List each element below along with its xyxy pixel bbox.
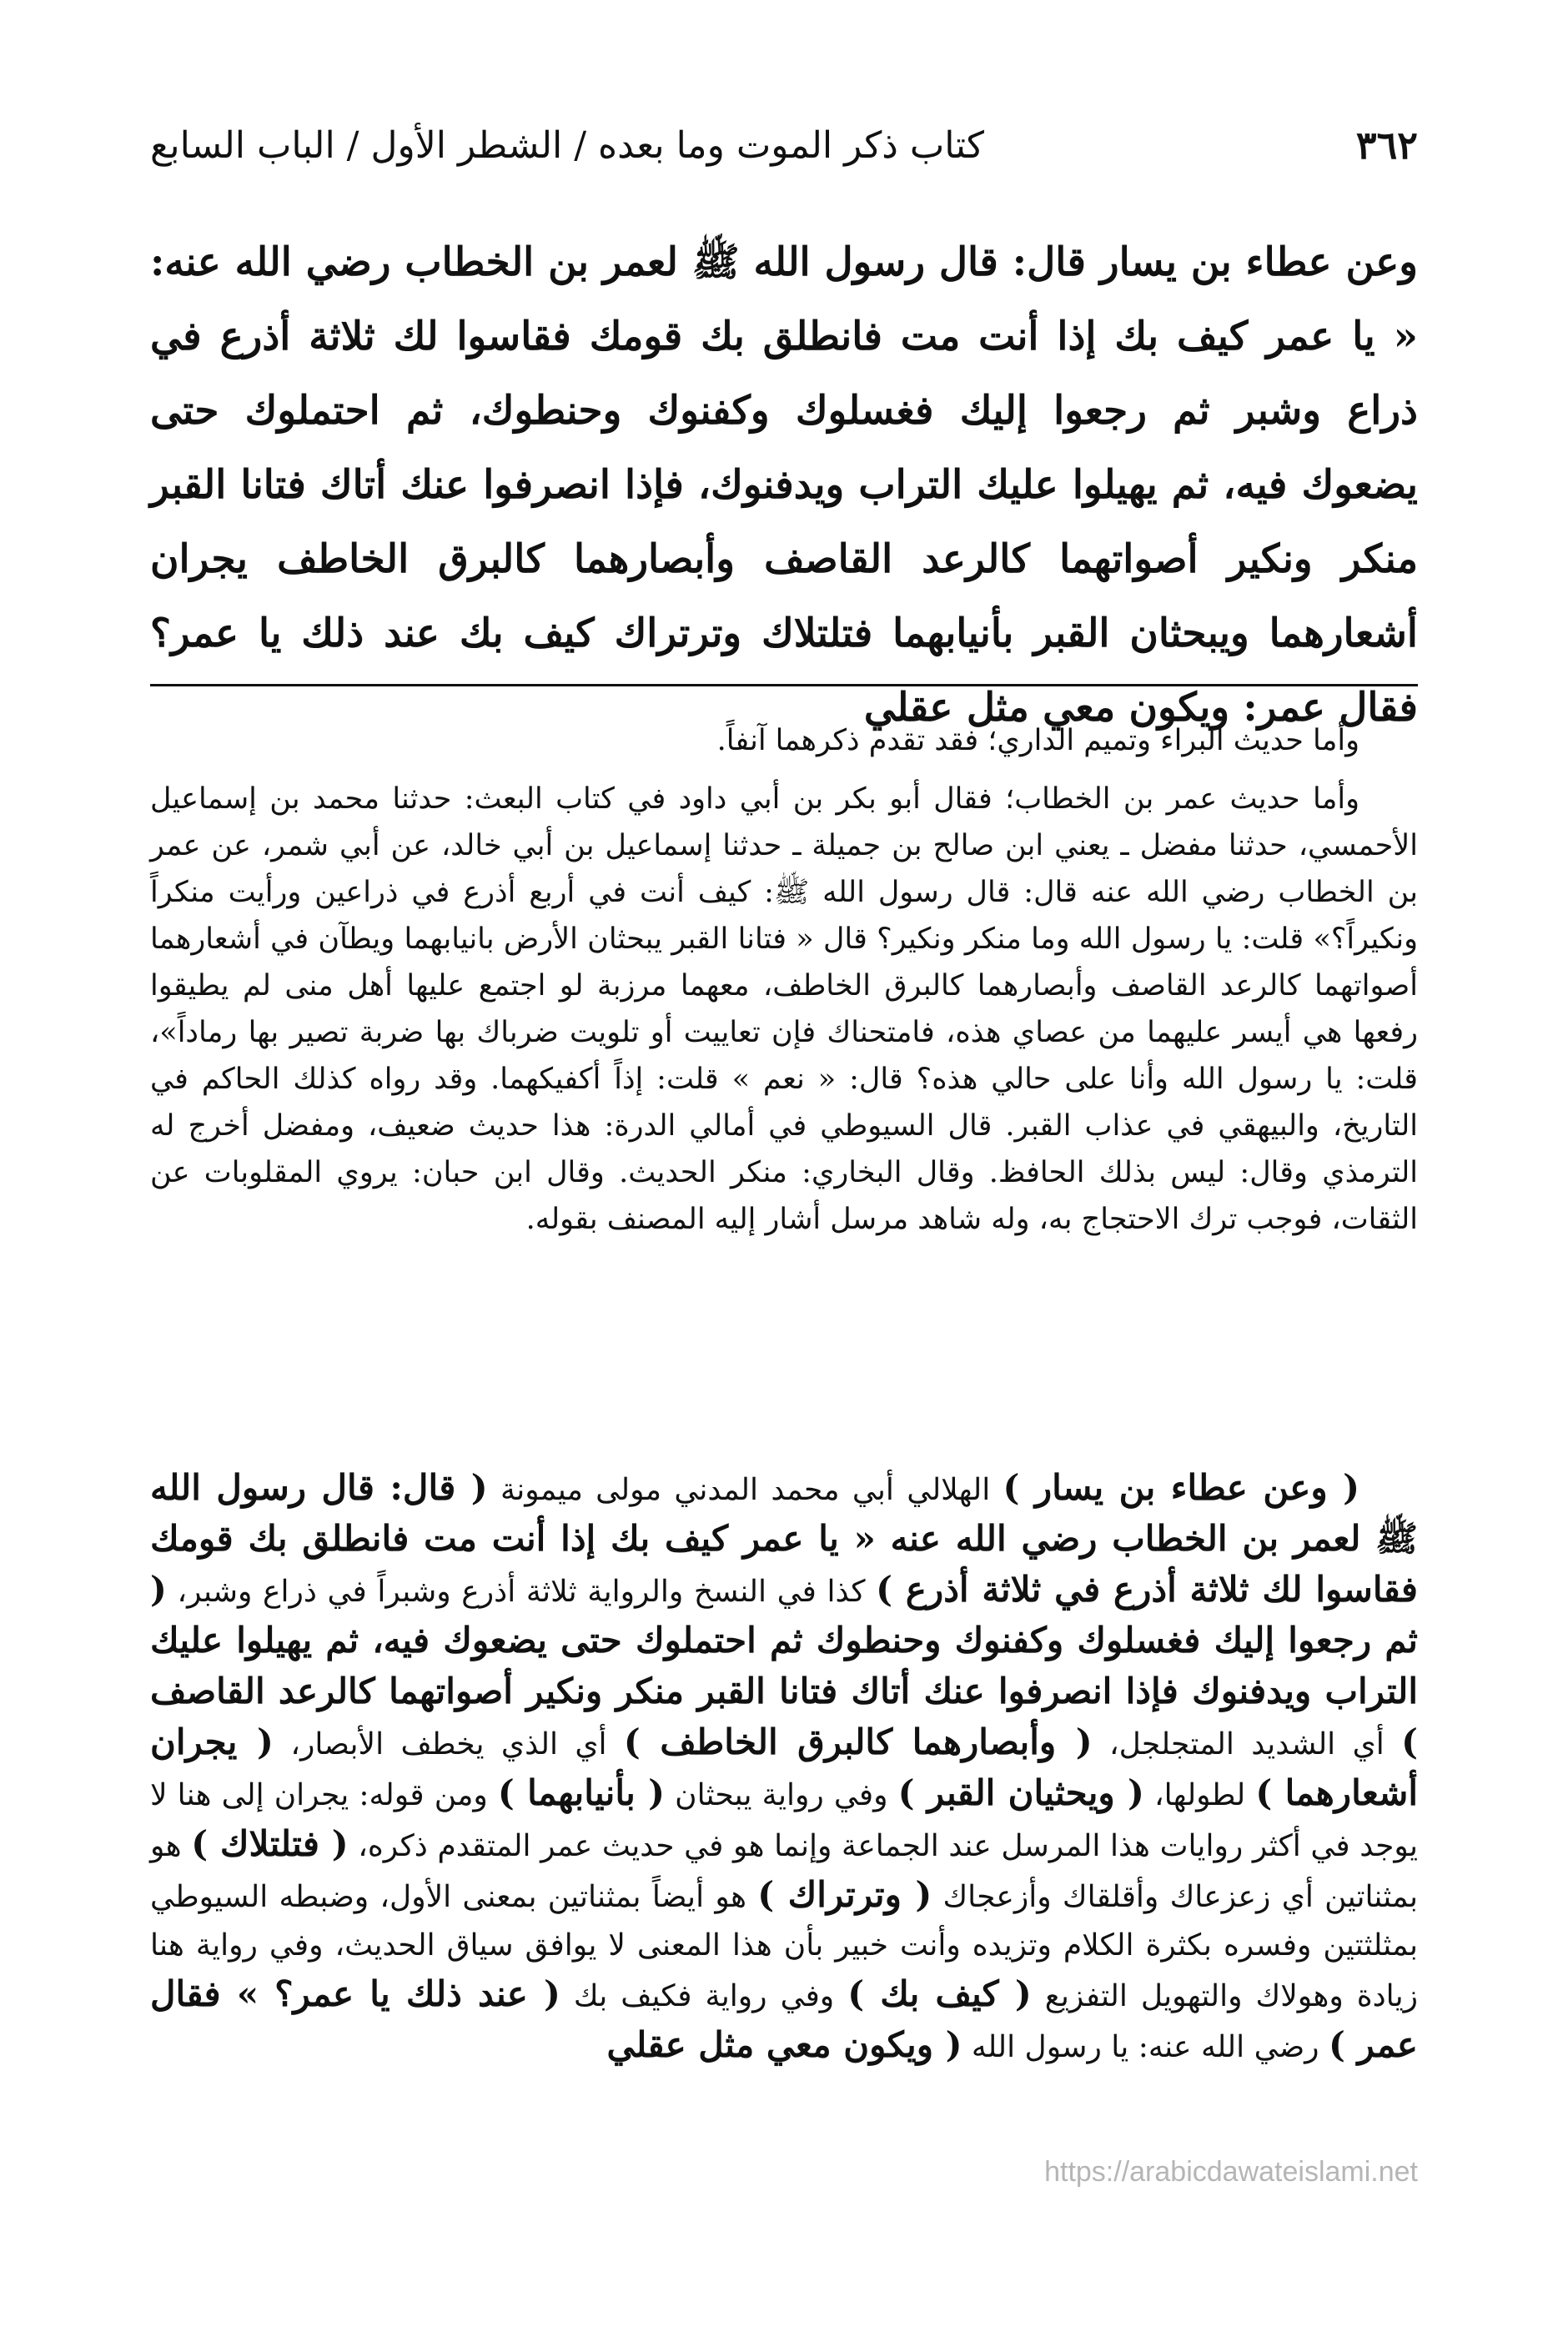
hadith-main-text — [150, 225, 1418, 745]
main-paragraph: وعن عطاء بن يسار قال: قال رسول الله ﷺ لعمر بن الخطاب رضي الله عنه: « يا عمر كيف بك إذا أنت مت فانطلق بك قومك فقاسوا لك ثلاثة أذرع في ذراع وشبر ثم رجعوا إليك فغسلوك وكفنوك وحنطوك، ثم احتملوك حتى يضعوك فيه، ثم يهيلوا عليك التراب ويدفنوك، فإذا انصرفوا عنك أتاك فتانا القبر منكر ونكير أصواتهما كالرعد القاصف وأبصارهما كالبرق الخاطف يجران أشعارهما ويبحثان القبر بأنيابهما فتلتلاك وترتراك كيف بك عند ذلك يا عمر؟ فقال عمر: ويكون معي مثل عقلي — [150, 239, 1418, 731]
explanation-text: رضي الله عنه: يا رسول الله — [962, 2030, 1329, 2064]
explanation-text: وفي رواية فكيف بك — [560, 1979, 848, 2013]
sharh-paragraph — [150, 1464, 1418, 2072]
explanation-text: أي الذي يخطف الأبصار، — [273, 1727, 624, 1762]
running-header — [150, 117, 1418, 175]
explanation-text: الهلالي أبي محمد المدني مولى ميمونة — [487, 1473, 1003, 1507]
quoted-text: ( وترتراك ) — [757, 1874, 932, 1915]
page-number: ٣٦٢ — [1355, 123, 1418, 168]
explanation-text: ومن قوله: يجران إلى هنا لا يوجد في أكثر روايات هذا المرسل عند الجماعة وإنما هو في حديث عمر المتقدم ذكره، — [150, 1778, 1418, 1863]
quoted-text: ( عند ذلك يا عمر؟ » فقال عمر ) — [150, 1973, 1418, 2065]
explanation-text: هو بمثناتين أي زعزعاك وأقلقاك وأزعجاك — [150, 1829, 1418, 1914]
watermark-url: https://arabicdawateislami.net — [1044, 2156, 1418, 2188]
quoted-text: ( فتلتلاك ) — [191, 1823, 349, 1864]
quoted-text: ( ثم رجعوا إليك فغسلوك وكفنوك وحنطوك ثم احتملوك حتى يضعوك فيه، ثم يهيلوا عليك التراب ويدفنوك فإذا انصرفوا عنك أتاك فتانا القبر منكر ونكير أصواتهما كالرعد القاصف ) — [150, 1569, 1419, 1762]
quoted-text: ( وعن عطاء بن يسار ) — [1003, 1467, 1359, 1508]
quoted-text: ( كيف بك ) — [847, 1973, 1032, 2014]
explanation-text: هو أيضاً بمثناتين بمعنى الأول، وضبطه السيوطي بمثلثتين وفسره بكثرة الكلام وتزيده وأنت خبير بأن هذا المعنى لا يوافق سياق الحديث، وفي رواية هنا زيادة وهولاك والتهويل التفزيع — [150, 1880, 1418, 2013]
explanation-text: كذا في النسخ والرواية ثلاثة أذرع وشبراً في ذراع وشبر، — [166, 1575, 877, 1609]
footnote-commentary — [150, 717, 1418, 1254]
sharh-explanation — [150, 1464, 1418, 2072]
quoted-text: ( وأبصارهما كالبرق الخاطف ) — [623, 1721, 1093, 1762]
running-title: كتاب ذكر الموت وما بعده / الشطر الأول / الباب السابع — [150, 123, 984, 167]
quoted-text: ( ويكون معي مثل عقلي — [606, 2024, 962, 2065]
commentary-paragraph-2: وأما حديث عمر بن الخطاب؛ فقال أبو بكر بن أبي داود في كتاب البعث: حدثنا محمد بن إسماعيل الأحمسي، حدثنا مفضل ـ يعني ابن صالح بن جميلة ـ حدثنا إسماعيل بن أبي خالد، عن أبي شمر، عن عمر بن الخطاب رضي الله عنه قال: قال رسول الله ﷺ: كيف أنت في أربع أذرع في ذراعين ورأيت منكراً ونكيراً؟» قلت: يا رسول الله وما منكر ونكير؟ قال « فتانا القبر يبحثان الأرض بانيابهما ويطآن في أشعارهما أصواتهما كالرعد القاصف وأبصارهما كالبرق الخاطف، معهما مرزبة لو اجتمع عليها أهل منى لم يطيقوا رفعها هي أيسر عليهما من عصاي هذه، فامتحناك فإن تعاييت أو تلويت ضرباك بها ضربة تصير بها رماداً»، قلت: يا رسول الله وأنا على حالي هذه؟ قال: « نعم » قلت: إذاً أكفيكهما. وقد رواه كذلك الحاكم في التاريخ، والبيهقي في عذاب القبر. قال السيوطي في أمالي الدرة: هذا حديث ضعيف، ومفضل أخرج له الترمذي وقال: ليس بذلك الحافظ. وقال البخاري: منكر الحديث. وقال ابن حبان: يروي المقلوبات عن الثقات، فوجب ترك الاحتجاج به، وله شاهد مرسل أشار إليه المصنف بقوله. — [150, 782, 1418, 1236]
separator-rule — [150, 684, 1418, 686]
commentary-paragraph-1: وأما حديث البراء وتميم الداري؛ فقد تقدم ذكرهما آنفاً. — [716, 724, 1359, 757]
explanation-text: وفي رواية يبحثان — [665, 1778, 898, 1812]
quoted-text: ( قال: قال رسول الله ﷺ لعمر بن الخطاب رضي الله عنه « يا عمر كيف بك إذا أنت مت فانطلق بك قومك فقاسوا لك ثلاثة أذرع في ثلاثة أذرع ) — [150, 1467, 1418, 1610]
explanation-text: لطولها، — [1143, 1778, 1256, 1812]
quoted-text: ( بأنيابهما ) — [497, 1772, 666, 1813]
quoted-text: ( ويحثيان القبر ) — [897, 1772, 1144, 1813]
quoted-text: ( يجران أشعارهما ) — [150, 1721, 1418, 1813]
explanation-text: أي الشديد المتجلجل، — [1092, 1727, 1402, 1762]
